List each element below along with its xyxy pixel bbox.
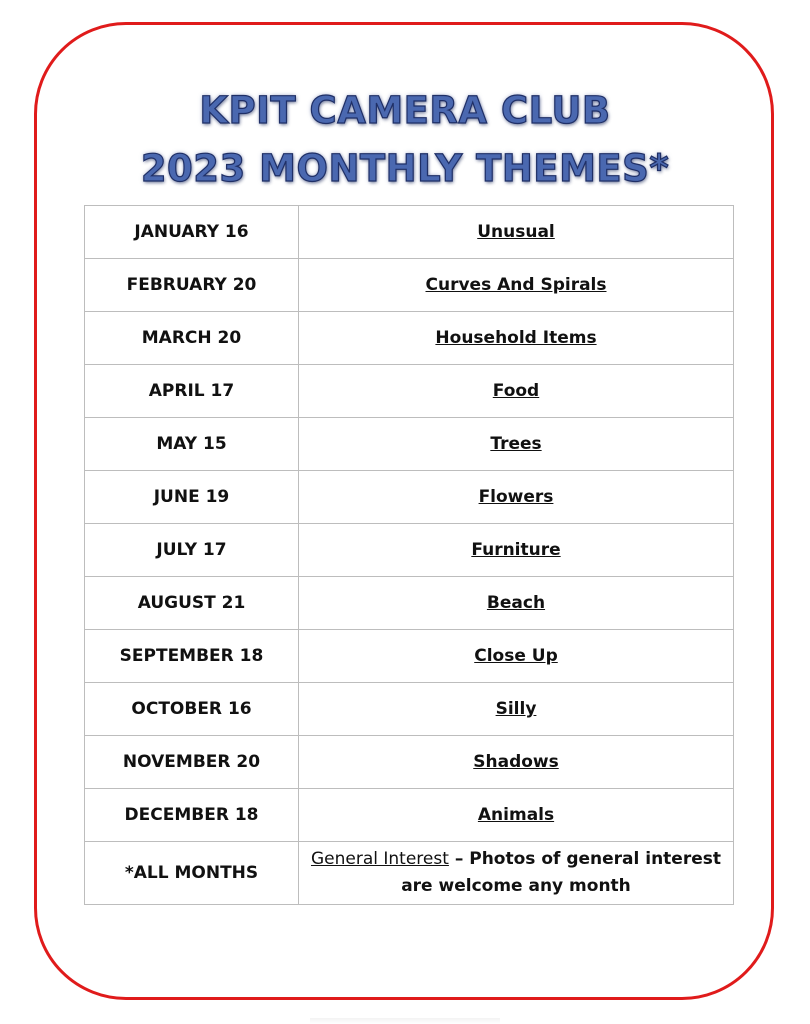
month-date: OCTOBER 16: [85, 683, 299, 736]
theme-label: Shadows: [473, 752, 559, 772]
theme-label: Household Items: [435, 328, 597, 348]
table-row: [85, 418, 734, 471]
theme-label: Curves And Spirals: [425, 275, 607, 295]
table-row: [85, 789, 734, 842]
table-row: [85, 471, 734, 524]
table-row: [85, 524, 734, 577]
theme-label: Close Up: [474, 646, 558, 666]
theme-label: Furniture: [471, 540, 561, 560]
theme-label: Animals: [477, 805, 555, 825]
table-row: [85, 630, 734, 683]
month-theme: [299, 630, 734, 683]
table-row: [85, 259, 734, 312]
month-date: JUNE 19: [85, 471, 299, 524]
table-row: [85, 577, 734, 630]
month-date: NOVEMBER 20: [85, 736, 299, 789]
month-theme: [299, 524, 734, 577]
table-row: [85, 736, 734, 789]
month-theme: [299, 312, 734, 365]
title-line-1: KPIT CAMERA CLUB: [199, 89, 611, 132]
table-row: [85, 365, 734, 418]
theme-label: Food: [492, 381, 540, 401]
month-date: MARCH 20: [85, 312, 299, 365]
theme-label: Trees: [490, 434, 542, 454]
month-theme: [299, 365, 734, 418]
month-theme: [299, 683, 734, 736]
month-date: AUGUST 21: [85, 577, 299, 630]
general-interest-note-2: are welcome any month: [401, 876, 631, 896]
month-theme: [299, 736, 734, 789]
month-theme: [299, 206, 734, 259]
table-row-all-months: [85, 842, 734, 905]
theme-label: Silly: [495, 699, 537, 719]
table-row: [85, 683, 734, 736]
month-theme: [299, 789, 734, 842]
month-theme: [299, 418, 734, 471]
month-date: SEPTEMBER 18: [85, 630, 299, 683]
month-date: MAY 15: [85, 418, 299, 471]
page-bottom-shadow: [310, 1018, 500, 1024]
title-line-2: 2023 MONTHLY THEMES*: [140, 147, 670, 190]
month-date: DECEMBER 18: [85, 789, 299, 842]
theme-label: Beach: [486, 593, 546, 613]
month-date: FEBRUARY 20: [85, 259, 299, 312]
month-date: JANUARY 16: [85, 206, 299, 259]
all-months-theme: [299, 842, 734, 905]
general-interest-note-1: – Photos of general interest: [448, 849, 721, 869]
themes-table: [84, 205, 734, 905]
theme-label: Flowers: [478, 487, 554, 507]
general-interest-label: General Interest: [310, 849, 449, 869]
table-row: [85, 312, 734, 365]
theme-label: Unusual: [477, 222, 555, 242]
table-row: [85, 206, 734, 259]
all-months-label: *ALL MONTHS: [85, 842, 299, 905]
month-date: APRIL 17: [85, 365, 299, 418]
month-date: JULY 17: [85, 524, 299, 577]
month-theme: [299, 471, 734, 524]
month-theme: [299, 259, 734, 312]
page-title: [0, 82, 810, 198]
month-theme: [299, 577, 734, 630]
